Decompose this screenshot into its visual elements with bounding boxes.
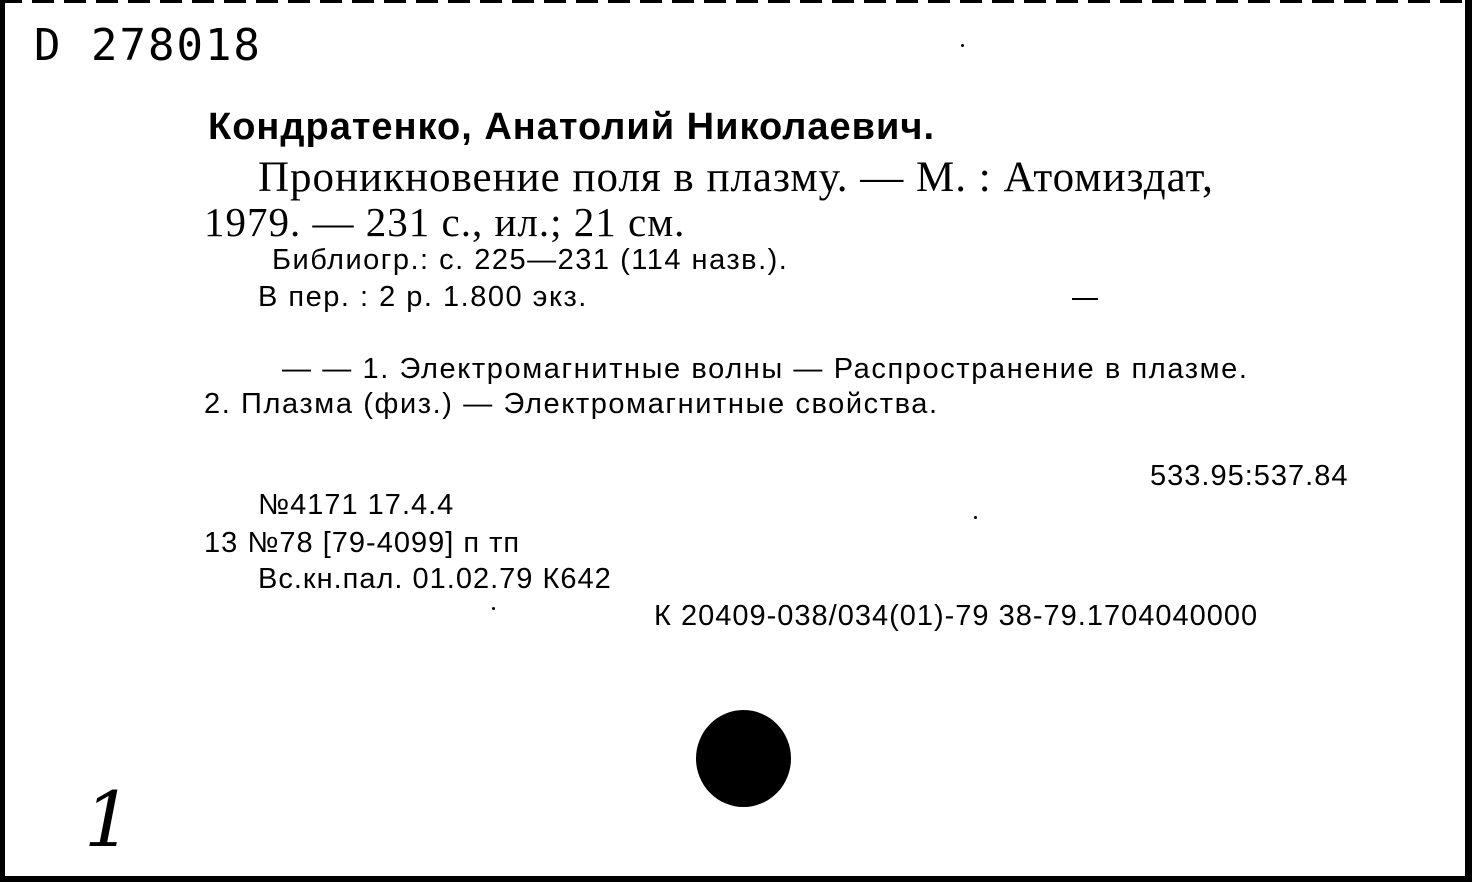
udc-classification: 533.95:537.84 xyxy=(1150,460,1349,492)
bibliography-note: Библиогр.: с. 225—231 (114 назв.). xyxy=(272,244,789,276)
subject-heading-2: 2. Плазма (физ.) — Электромагнитные свойства. xyxy=(204,388,939,420)
book-chamber-line: Вс.кн.пал. 01.02.79 К642 xyxy=(258,563,612,595)
price-and-print-run: В пер. : 2 р. 1.800 экз. xyxy=(258,281,588,313)
dash-mark xyxy=(1072,298,1098,300)
order-number-line: №4171 17.4.4 xyxy=(258,489,455,521)
author-heading: Кондратенко, Анатолий Николаевич. xyxy=(208,106,936,148)
inventory-number: D 278018 xyxy=(34,20,262,71)
card-right-edge xyxy=(1465,0,1472,882)
registration-line: 13 №78 [79-4099] п тп xyxy=(204,527,521,559)
title-statement: Проникновение поля в плазму. — М. : Атомиздат, xyxy=(258,154,1214,201)
card-top-edge xyxy=(0,0,1472,3)
speck-mark xyxy=(974,516,977,519)
subject-heading-1: — — 1. Электромагнитные волны — Распространение в плазме. xyxy=(282,353,1249,385)
publication-details: 1979. — 231 с., ил.; 21 см. xyxy=(204,199,686,245)
handwritten-mark: 1 xyxy=(84,775,133,864)
card-left-edge xyxy=(0,0,5,882)
k-code-line: К 20409-038/034(01)-79 38-79.1704040000 xyxy=(654,600,1259,632)
card-bottom-edge xyxy=(0,876,1472,882)
speck-mark xyxy=(961,44,964,47)
speck-mark xyxy=(492,607,495,610)
punch-hole xyxy=(696,710,791,807)
